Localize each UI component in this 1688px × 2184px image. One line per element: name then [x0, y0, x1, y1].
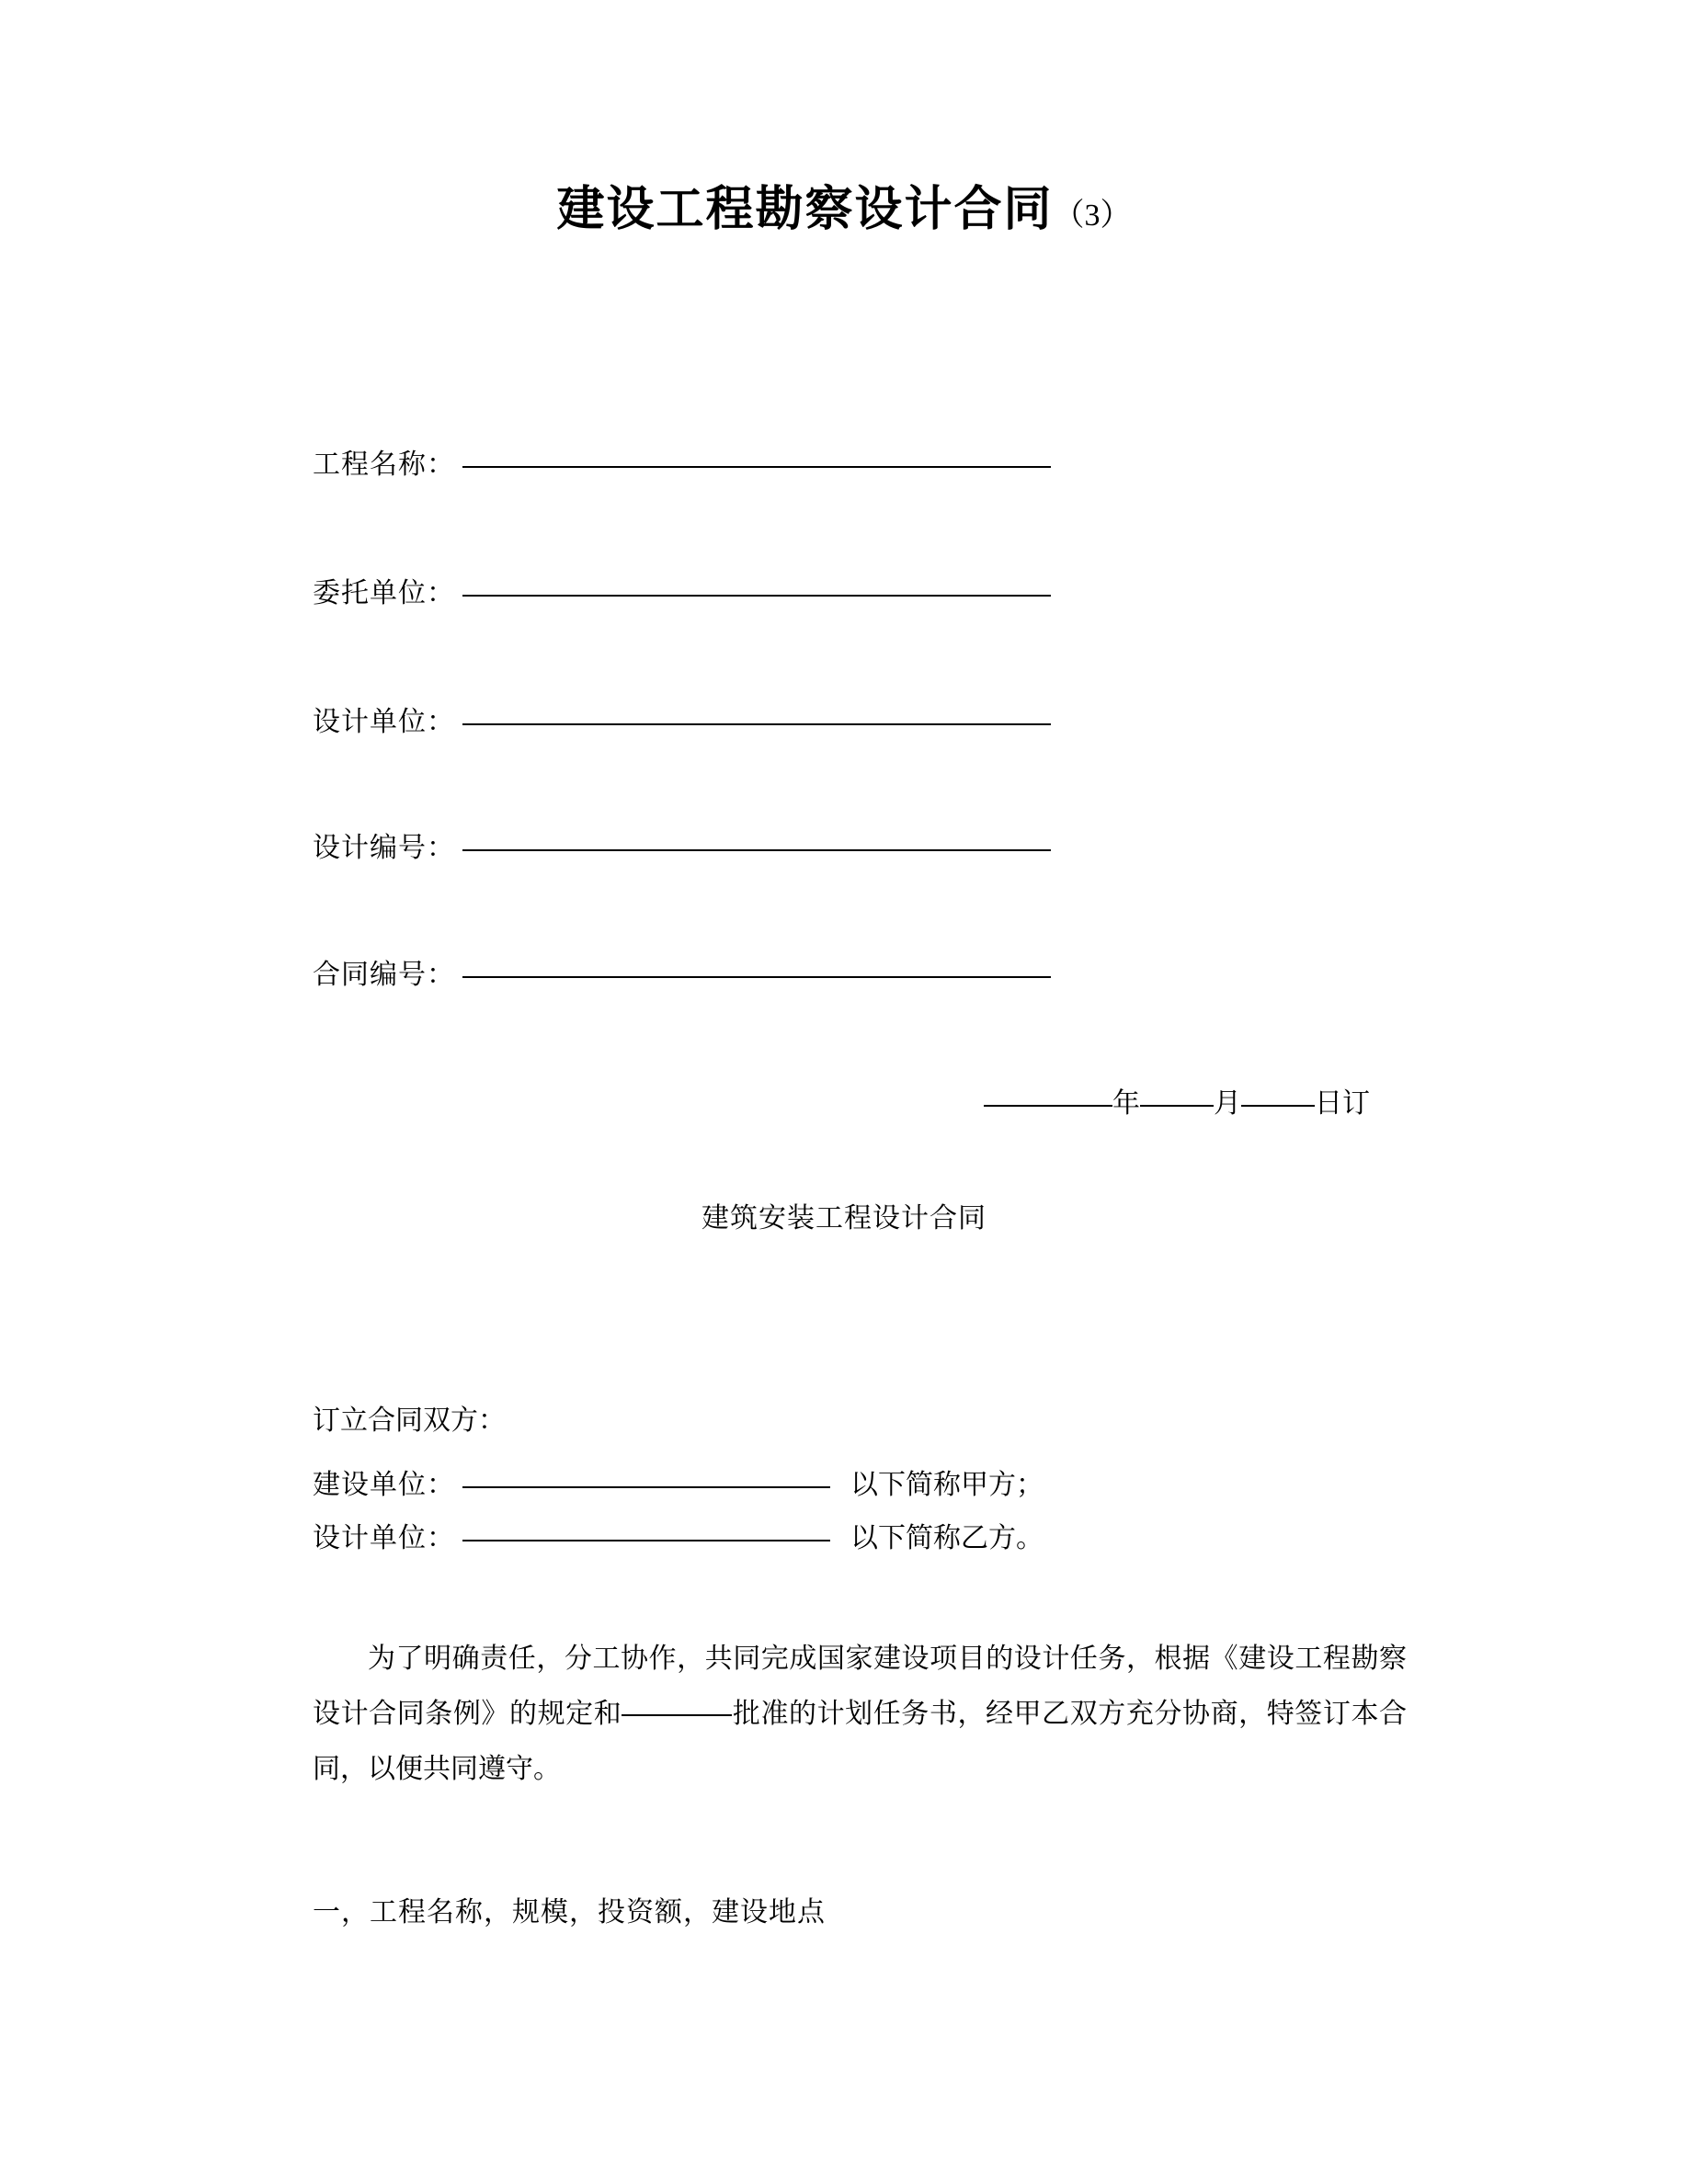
signing-date-line: [0, 1080, 1370, 1120]
field-row-client-unit: [313, 570, 1416, 610]
field-blank-client-unit[interactable]: [462, 594, 1051, 597]
party-blank-construction-unit[interactable]: [462, 1485, 830, 1488]
title-main-text: 建设工程勘察设计合同: [556, 182, 1054, 237]
party-row-construction-unit: [313, 1462, 1044, 1502]
date-label-month: 月: [1214, 1088, 1241, 1119]
field-row-contract-number: [313, 951, 1416, 992]
party-label-design-unit: 设计单位：: [313, 1523, 455, 1553]
party-suffix-construction-unit: 以下简称甲方；: [850, 1470, 1044, 1500]
parties-intro: 订立合同双方：: [313, 1405, 506, 1436]
party-row-design-unit: [313, 1515, 1044, 1555]
subheading: 建筑安装工程设计合同: [701, 1203, 987, 1234]
field-label-design-unit: 设计单位：: [313, 707, 455, 737]
section-heading-one: 一，工程名称，规模，投资额，建设地点: [313, 1897, 826, 1928]
field-label-client-unit: 委托单位：: [313, 578, 455, 609]
party-label-construction-unit: 建设单位：: [313, 1470, 455, 1500]
field-row-design-unit: [313, 699, 1416, 739]
preamble-blank-approver[interactable]: [622, 1713, 732, 1716]
date-blank-year[interactable]: [984, 1104, 1112, 1107]
field-blank-project-name[interactable]: [462, 465, 1051, 468]
field-row-project-name: [313, 441, 1416, 482]
field-blank-design-number[interactable]: [462, 848, 1051, 851]
date-label-day: 日订: [1315, 1088, 1370, 1119]
preamble-part1: 为了明确责任，分工协作，共同完成国家建设项目的设计任务，根据《建设工程勘察设计合同条例》的规定和: [313, 1644, 1407, 1729]
preamble-paragraph: [313, 1632, 1407, 1797]
field-label-design-number: 设计编号：: [313, 833, 455, 863]
page-title: [0, 170, 1688, 239]
title-suffix-text: （3）: [1053, 199, 1132, 233]
date-blank-day[interactable]: [1241, 1104, 1315, 1107]
date-label-year: 年: [1112, 1088, 1140, 1119]
preamble-part2: 批准的计划任务书，经甲乙双方充分协商，特签订本合同，以便共同遵守。: [313, 1699, 1408, 1784]
field-blank-design-unit[interactable]: [462, 722, 1051, 725]
party-blank-design-unit[interactable]: [462, 1539, 830, 1541]
date-blank-month[interactable]: [1140, 1104, 1214, 1107]
field-row-design-number: [313, 825, 1416, 865]
field-label-project-name: 工程名称：: [313, 449, 455, 480]
party-suffix-design-unit: 以下简称乙方。: [850, 1523, 1044, 1553]
field-blank-contract-number[interactable]: [462, 975, 1051, 978]
field-label-contract-number: 合同编号：: [313, 960, 455, 990]
